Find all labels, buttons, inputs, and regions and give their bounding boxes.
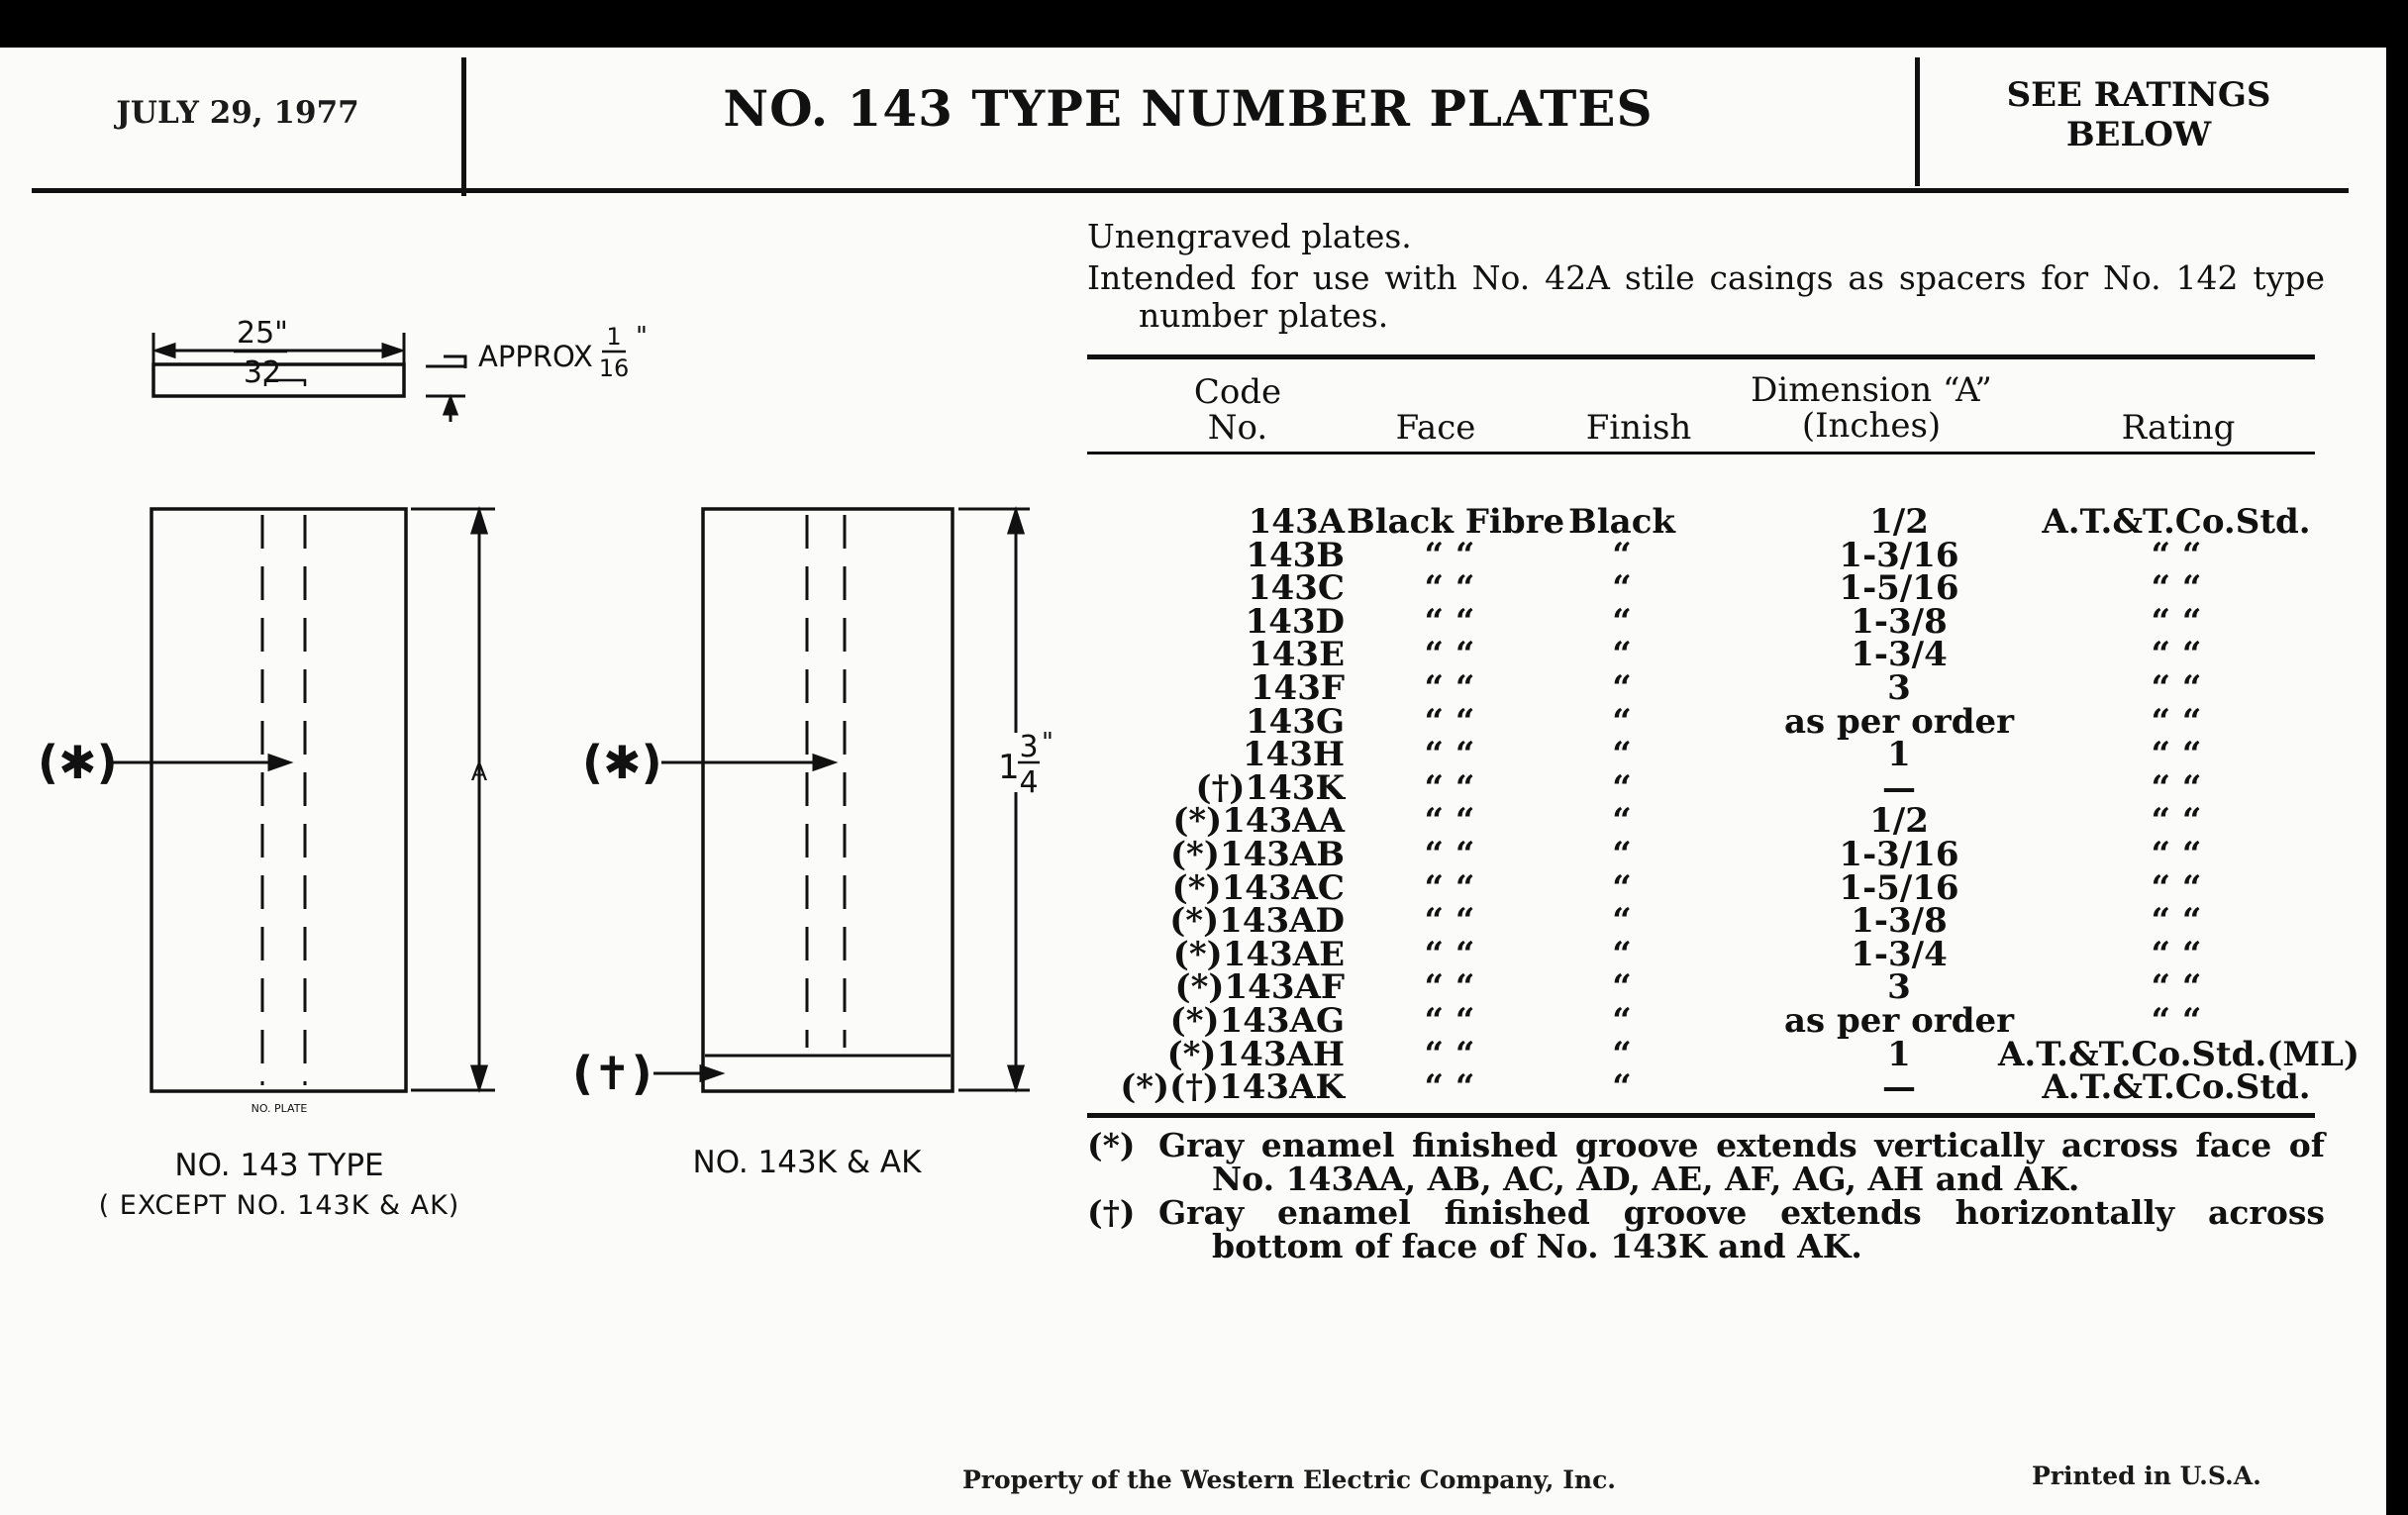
cell-rating: “ “ bbox=[2151, 667, 2202, 708]
plate2-outline bbox=[703, 509, 953, 1091]
table-body bbox=[1087, 502, 2374, 1108]
header-divider-right bbox=[1915, 57, 1920, 186]
issue-date: JULY 29, 1977 bbox=[116, 95, 359, 131]
table-row bbox=[1087, 502, 2374, 542]
cell-code: (*)143AB bbox=[1169, 834, 1345, 874]
cell-face: “ “ bbox=[1424, 701, 1475, 742]
height-arrow-top bbox=[1009, 511, 1023, 533]
cell-rating: “ “ bbox=[2151, 568, 2202, 609]
height-whole: 1 bbox=[998, 748, 1020, 787]
width-arrow-right bbox=[383, 345, 401, 356]
width-denominator: 32 bbox=[243, 355, 282, 390]
table-row bbox=[1087, 601, 2374, 642]
cell-face: “ “ bbox=[1424, 635, 1475, 675]
table-header-rule bbox=[1087, 452, 2315, 454]
cell-code: (†)143K bbox=[1195, 767, 1345, 808]
dim-a-arrow-top bbox=[472, 511, 486, 533]
description bbox=[1087, 218, 2325, 339]
table-row bbox=[1087, 867, 2374, 908]
star-callout-1: (✱) bbox=[38, 736, 118, 789]
footnote-dagger-mark: (†) bbox=[1087, 1193, 1136, 1232]
cell-face: “ “ bbox=[1424, 767, 1475, 808]
footnote-star bbox=[1087, 1126, 2325, 1198]
cell-dimension: 1-3/8 bbox=[1851, 901, 1948, 942]
plate-drawings bbox=[0, 246, 1054, 1384]
approx-denominator: 16 bbox=[598, 354, 630, 382]
col-header-rating: Rating bbox=[2121, 408, 2236, 448]
cell-rating: “ “ bbox=[2151, 701, 2202, 742]
table-row bbox=[1087, 635, 2374, 675]
cell-finish: “ bbox=[1612, 1067, 1632, 1108]
cell-code: (*)143AE bbox=[1172, 934, 1345, 974]
cell-code: 143B bbox=[1246, 535, 1345, 575]
table-row bbox=[1087, 934, 2374, 974]
col-header-face: Face bbox=[1395, 408, 1476, 448]
table-row bbox=[1087, 1000, 2374, 1041]
cell-finish: “ bbox=[1612, 867, 1632, 908]
cell-finish: “ bbox=[1612, 934, 1632, 974]
cell-face: “ “ bbox=[1424, 735, 1475, 775]
cell-dimension: 3 bbox=[1887, 667, 1911, 708]
cell-finish: “ bbox=[1612, 1000, 1632, 1041]
cell-finish: “ bbox=[1612, 967, 1632, 1008]
height-denominator: 4 bbox=[1019, 765, 1039, 800]
caption1-line2: ( EXCEPT NO. 143K & AK) bbox=[98, 1190, 460, 1221]
width-numerator: 25" bbox=[237, 316, 288, 351]
col-header-dimension-line1: Dimension “A” bbox=[1751, 370, 1992, 410]
cell-rating: A.T.&T.Co.Std.(ML) bbox=[1998, 1034, 2359, 1074]
cell-code: 143H bbox=[1242, 735, 1345, 775]
cell-code: (*)143AG bbox=[1169, 1000, 1345, 1041]
table-bottom-rule bbox=[1087, 1113, 2315, 1118]
cell-face: “ “ bbox=[1424, 834, 1475, 874]
cell-code: 143G bbox=[1245, 701, 1345, 742]
cell-rating: “ “ bbox=[2151, 834, 2202, 874]
height-unit: " bbox=[1042, 728, 1054, 758]
col-header-code bbox=[1154, 374, 1322, 446]
cell-code: (*)143AA bbox=[1172, 801, 1345, 842]
cell-rating: “ “ bbox=[2151, 767, 2202, 808]
cell-code: 143A bbox=[1248, 502, 1345, 542]
ratings-note-line1: SEE RATINGS bbox=[2006, 75, 2271, 115]
cell-dimension: 1-5/16 bbox=[1839, 867, 1959, 908]
col-header-code-line1: Code bbox=[1193, 372, 1282, 412]
table-top-rule bbox=[1087, 354, 2315, 359]
footnote-star-mark: (*) bbox=[1087, 1126, 1136, 1164]
cell-code: (*)143AH bbox=[1166, 1034, 1345, 1074]
cell-code: 143C bbox=[1247, 568, 1345, 609]
description-line1: Unengraved plates. bbox=[1087, 217, 1412, 255]
dim-a-arrow-bottom bbox=[472, 1066, 486, 1088]
cell-finish: “ bbox=[1612, 568, 1632, 609]
table-row bbox=[1087, 1067, 2374, 1108]
property-notice: Property of the Western Electric Company, Inc. bbox=[962, 1465, 1617, 1494]
table-row bbox=[1087, 735, 2374, 775]
footnote-star-text: Gray enamel finished groove extends vertically across face of No. 143AA, AB, AC, AD, AE, AF, AG, AH and AK. bbox=[1158, 1126, 2325, 1198]
table-row bbox=[1087, 901, 2374, 942]
spec-card bbox=[0, 48, 2386, 1515]
cell-rating: A.T.&T.Co.Std. bbox=[2042, 502, 2311, 542]
cell-code: (*)143AC bbox=[1171, 867, 1345, 908]
cell-finish: “ bbox=[1612, 801, 1632, 842]
cell-rating: “ “ bbox=[2151, 1000, 2202, 1041]
ratings-note-line2: BELOW bbox=[2065, 115, 2212, 154]
cell-dimension: 1/2 bbox=[1869, 502, 1929, 542]
footnotes bbox=[1087, 1126, 2325, 1265]
cell-face: “ “ bbox=[1424, 667, 1475, 708]
cell-face: “ “ bbox=[1424, 568, 1475, 609]
cell-face: “ “ bbox=[1424, 1034, 1475, 1074]
cell-code: (*)(†)143AK bbox=[1120, 1067, 1345, 1108]
height-arrow-bottom bbox=[1009, 1066, 1023, 1088]
cell-face: “ “ bbox=[1424, 867, 1475, 908]
cell-dimension: 1-5/16 bbox=[1839, 568, 1959, 609]
cell-dimension: 1-3/8 bbox=[1851, 601, 1948, 642]
approx-numerator: 1 bbox=[606, 323, 622, 351]
cell-finish: “ bbox=[1612, 1034, 1632, 1074]
cell-face: “ “ bbox=[1424, 934, 1475, 974]
table-row bbox=[1087, 801, 2374, 842]
cell-code: (*)143AD bbox=[1169, 901, 1345, 942]
table-row bbox=[1087, 535, 2374, 575]
cell-finish: “ bbox=[1612, 901, 1632, 942]
cell-dimension: — bbox=[1882, 1067, 1916, 1108]
cell-rating: “ “ bbox=[2151, 867, 2202, 908]
cell-rating: “ “ bbox=[2151, 635, 2202, 675]
cell-finish: “ bbox=[1612, 601, 1632, 642]
table-row bbox=[1087, 701, 2374, 742]
cell-code: 143F bbox=[1250, 667, 1345, 708]
cell-rating: “ “ bbox=[2151, 901, 2202, 942]
cell-dimension: — bbox=[1882, 767, 1916, 808]
cell-dimension: 1-3/4 bbox=[1851, 934, 1948, 974]
col-header-code-line2: No. bbox=[1207, 408, 1268, 448]
cell-face: “ “ bbox=[1424, 1067, 1475, 1108]
cell-dimension: 1 bbox=[1887, 735, 1911, 775]
cell-code: (*)143AF bbox=[1174, 967, 1345, 1008]
description-line2: Intended for use with No. 42A stile casings as spacers for No. 142 type number plates. bbox=[1087, 258, 2325, 335]
table-row bbox=[1087, 767, 2374, 808]
cell-code: 143E bbox=[1249, 635, 1345, 675]
dim-a-label: A bbox=[470, 758, 488, 786]
header-divider-left bbox=[461, 57, 466, 196]
dagger-arrow-head bbox=[701, 1066, 721, 1080]
cell-dimension: as per order bbox=[1783, 701, 2015, 742]
cell-dimension: as per order bbox=[1783, 1000, 2015, 1041]
col-header-dimension-line2: (Inches) bbox=[1801, 406, 1942, 446]
cell-face: “ “ bbox=[1424, 901, 1475, 942]
cell-face: “ “ bbox=[1424, 801, 1475, 842]
cell-rating: “ “ bbox=[2151, 601, 2202, 642]
ratings-note bbox=[1921, 75, 2357, 154]
printed-notice: Printed in U.S.A. bbox=[2032, 1462, 2261, 1490]
table-row bbox=[1087, 568, 2374, 609]
cell-finish: “ bbox=[1612, 701, 1632, 742]
footnote-dagger bbox=[1087, 1193, 2325, 1265]
plate1-outline bbox=[151, 509, 406, 1091]
cell-dimension: 1/2 bbox=[1869, 801, 1929, 842]
cell-rating: A.T.&T.Co.Std. bbox=[2042, 1067, 2311, 1108]
cell-rating: “ “ bbox=[2151, 967, 2202, 1008]
cell-finish: “ bbox=[1612, 767, 1632, 808]
cell-rating: “ “ bbox=[2151, 535, 2202, 575]
cell-rating: “ “ bbox=[2151, 934, 2202, 974]
cell-dimension: 1 bbox=[1887, 1034, 1911, 1074]
cell-finish: “ bbox=[1612, 635, 1632, 675]
width-arrow-left bbox=[156, 345, 174, 356]
height-numerator: 3 bbox=[1019, 730, 1039, 764]
caption2: NO. 143K & AK bbox=[692, 1145, 922, 1180]
caption1-line1: NO. 143 TYPE bbox=[174, 1148, 384, 1183]
header-rule bbox=[32, 188, 2349, 193]
cell-rating: “ “ bbox=[2151, 801, 2202, 842]
plate-label: NO. PLATE bbox=[251, 1102, 308, 1115]
table-row bbox=[1087, 667, 2374, 708]
cell-face: “ “ bbox=[1424, 1000, 1475, 1041]
table-row bbox=[1087, 1034, 2374, 1074]
cell-dimension: 1-3/4 bbox=[1851, 635, 1948, 675]
col-header-dimension bbox=[1713, 372, 2030, 444]
cell-finish: Black bbox=[1568, 502, 1675, 542]
cell-dimension: 3 bbox=[1887, 967, 1911, 1008]
page-title: NO. 143 TYPE NUMBER PLATES bbox=[723, 79, 1654, 138]
approx-arrow-lower bbox=[445, 398, 456, 414]
cell-face: “ “ bbox=[1424, 535, 1475, 575]
col-header-finish: Finish bbox=[1585, 408, 1692, 448]
dagger-callout: (✝) bbox=[572, 1047, 652, 1100]
cell-finish: “ bbox=[1612, 735, 1632, 775]
table-row bbox=[1087, 967, 2374, 1008]
cell-rating: “ “ bbox=[2151, 735, 2202, 775]
cell-dimension: 1-3/16 bbox=[1839, 834, 1959, 874]
star-callout-2: (✱) bbox=[582, 736, 662, 789]
footnote-dagger-text: Gray enamel finished groove extends horizontally across bottom of face of No. 143K and AK. bbox=[1158, 1193, 2325, 1265]
cell-finish: “ bbox=[1612, 834, 1632, 874]
star-arrow1-head bbox=[269, 756, 289, 769]
approx-label: APPROX bbox=[478, 340, 593, 373]
cell-finish: “ bbox=[1612, 667, 1632, 708]
star-arrow2-head bbox=[814, 756, 834, 769]
cell-face: Black Fibre bbox=[1347, 502, 1565, 542]
cell-face: “ “ bbox=[1424, 601, 1475, 642]
cell-dimension: 1-3/16 bbox=[1839, 535, 1959, 575]
approx-unit: " bbox=[636, 322, 648, 352]
cell-finish: “ bbox=[1612, 535, 1632, 575]
cell-code: 143D bbox=[1245, 601, 1345, 642]
cell-face: “ “ bbox=[1424, 967, 1475, 1008]
table-row bbox=[1087, 834, 2374, 874]
